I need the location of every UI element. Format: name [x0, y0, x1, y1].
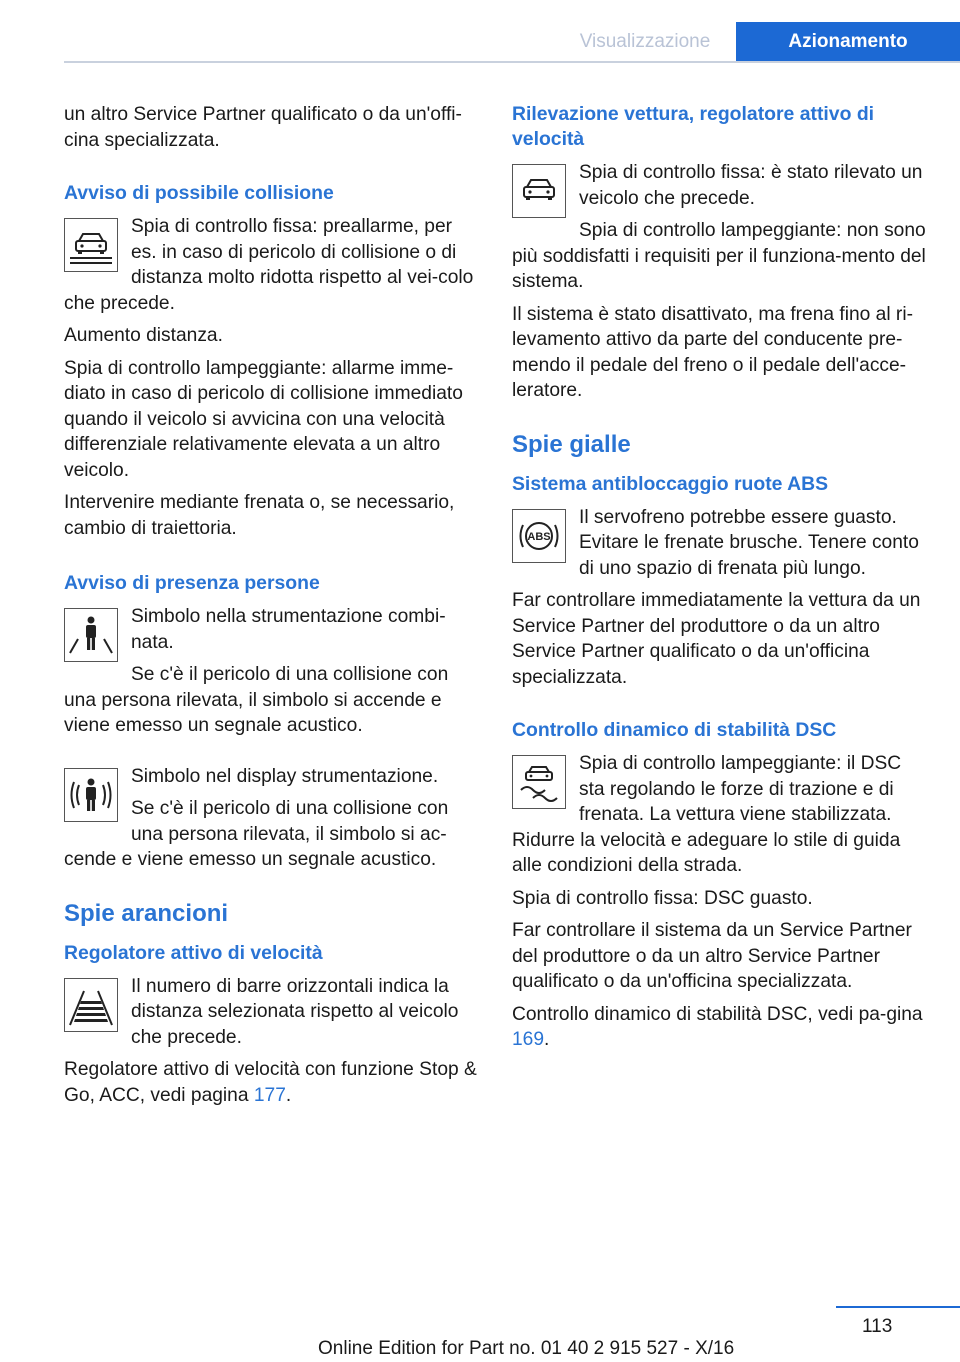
abs-icon-label: ABS	[527, 530, 551, 543]
acc-text-2: Regolatore attivo di velocità con funzione Stop & Go, ACC, vedi pagina 177.	[64, 1059, 477, 1106]
heading-abs: Sistema antibloccaggio ruote ABS	[512, 472, 829, 495]
footer-rule	[836, 1306, 960, 1308]
right-column	[512, 102, 926, 1060]
collision-text-3: Spia di controllo lampeggiante: allarme imme-diato in caso di pericolo di collisione immediato quando il veicolo si avvicina con una velocità differenziale relativamente elevata a un altro veicolo.	[64, 357, 463, 481]
tab-visualizzazione[interactable]: Visualizzazione	[579, 31, 711, 52]
heading-person-warning: Avviso di presenza persone	[64, 572, 320, 594]
left-column	[64, 102, 478, 1115]
dsc-text-2: Spia di controllo fissa: DSC guasto.	[512, 887, 813, 909]
dsc-skid-icon	[512, 755, 566, 809]
car-detected-icon	[512, 164, 566, 218]
heading-car-detected: Rilevazione vettura, regolatore attivo di velocità	[512, 103, 875, 150]
dsc-text-4: Controllo dinamico di stabilità DSC, vedi pa-gina 169.	[512, 1003, 923, 1050]
car-warning-icon	[64, 218, 118, 272]
abs-text-1: Il servofreno potrebbe essere guasto. Evitare le frenate brusche. Tenere conto di uno spazio di frenata più lungo.	[579, 506, 919, 579]
heading-collision-warning: Avviso di possibile collisione	[64, 182, 334, 204]
person-text-4: Se c'è il pericolo di una collisione con una persona rilevata, il simbolo si ac-cende e viene emesso un segnale acustico.	[64, 798, 449, 870]
distance-bars-icon	[64, 978, 118, 1032]
page-link-169[interactable]: 169	[512, 1029, 545, 1050]
page-number: 113	[862, 1316, 893, 1337]
abs-icon	[512, 509, 566, 563]
acc-text-1: Il numero di barre orizzontali indica la distanza selezionata rispetto al veicolo che precede.	[131, 975, 459, 1048]
person-text-1: Simbolo nella strumentazione combi-nata.	[131, 606, 446, 653]
heading-dsc: Controllo dinamico di stabilità DSC	[512, 719, 837, 741]
heading-orange-lights: Spie arancioni	[64, 899, 229, 927]
person-text-3: Simbolo nel display strumentazione.	[131, 765, 439, 787]
collision-text-4: Intervenire mediante frenata o, se necessario, cambio di traiettoria.	[64, 492, 455, 539]
edition-text: Online Edition for Part no. 01 40 2 915 527 - X/16	[318, 1338, 735, 1359]
dsc-text-3: Far controllare il sistema da un Service Partner del produttore o da un altro Service Partner qualificato o da un'officina specializzata.	[512, 920, 912, 992]
collision-text-1: Spia di controllo fissa: preallarme, per es. in caso di pericolo di collisione o di distanza molto ridotta rispetto al vei-colo che precede.	[64, 216, 474, 314]
collision-text-2: Aumento distanza.	[64, 325, 223, 346]
detect-text-2: Spia di controllo lampeggiante: non sono più soddisfatti i requisiti per il funziona-mento del sistema.	[512, 220, 926, 292]
dsc-text-1: Spia di controllo lampeggiante: il DSC sta regolando le forze di trazione e di frenata. La vettura viene stabilizzata. Ridurre la velocità e adeguare lo stile di guida alle condizioni della strada.	[512, 753, 902, 876]
page-link-177[interactable]: 177	[253, 1084, 286, 1106]
intro-text: un altro Service Partner qualificato o da un'offi-cina specializzata.	[64, 104, 462, 151]
pedestrian-sound-icon	[64, 768, 118, 822]
person-text-2: Se c'è il pericolo di una collisione con una persona rilevata, il simbolo si accende e viene emesso un segnale acustico.	[64, 664, 449, 736]
header-rule	[64, 61, 960, 63]
heading-yellow-lights: Spie gialle	[512, 430, 631, 458]
detect-text-3: Il sistema è stato disattivato, ma frena fino al ri-levamento attivo da parte del conducente pre-mendo il pedale del freno o il pedale dell'acce-leratore.	[512, 303, 913, 401]
heading-acc: Regolatore attivo di velocità	[64, 941, 323, 964]
detect-text-1: Spia di controllo fissa: è stato rilevato un veicolo che precede.	[579, 162, 923, 209]
pedestrian-icon	[64, 608, 118, 662]
abs-text-2: Far controllare immediatamente la vettura da un Service Partner del produttore o da un altro Service Partner qualificato o da un'officina specializzata.	[512, 590, 921, 688]
tab-azionamento[interactable]: Azionamento	[736, 22, 960, 62]
page-header	[0, 0, 960, 64]
